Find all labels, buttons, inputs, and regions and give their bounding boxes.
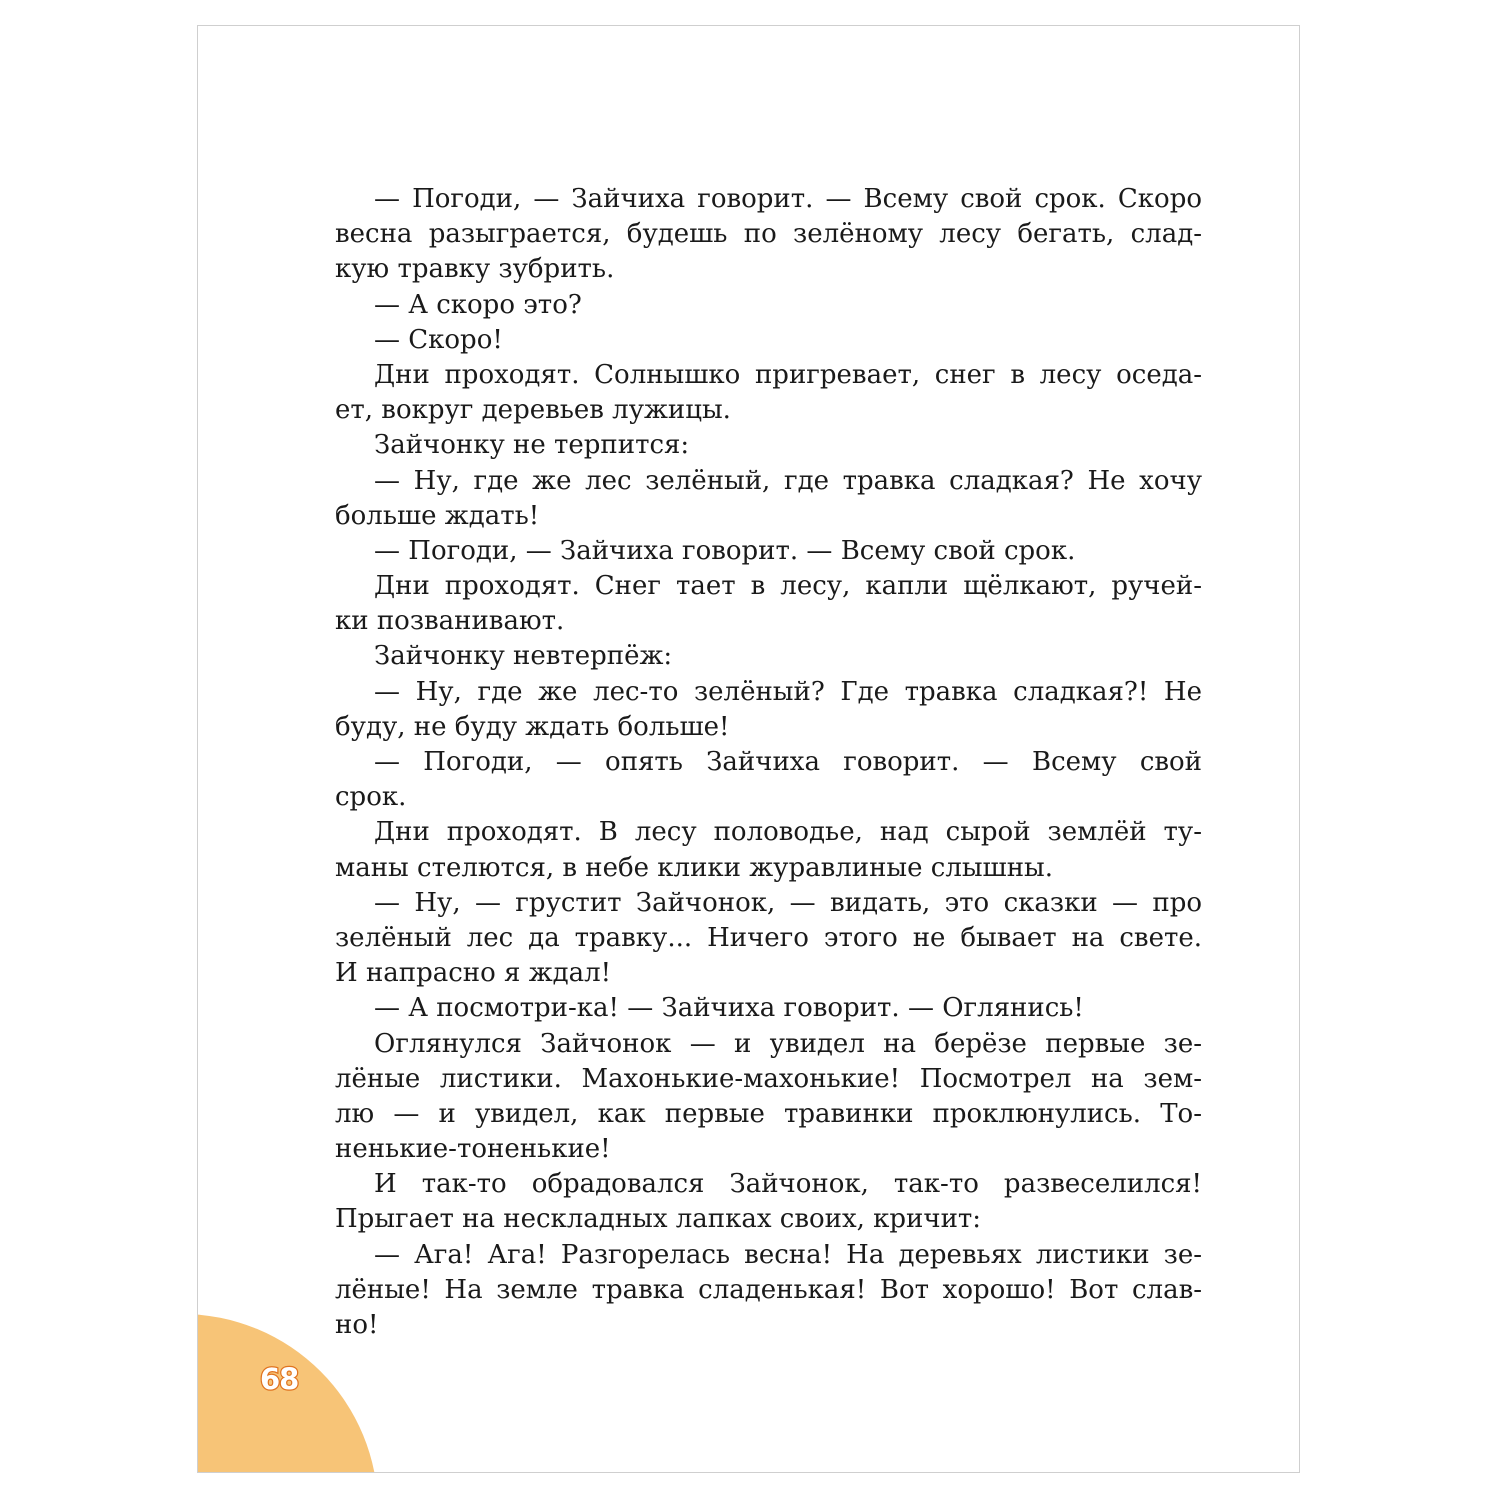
text-line: лёные! На земле травка сладенькая! Вот хорошо! Вот слав- [335, 1274, 1202, 1305]
text-line: лёные листики. Махонькие-махонькие! Посмотрел на зем- [335, 1063, 1202, 1094]
text-line: ет, вокруг деревьев лужицы. [335, 395, 731, 426]
text-line: ки позванивают. [335, 606, 565, 637]
text-line: Дни проходят. Солнышко пригревает, снег в лесу оседа- [374, 359, 1202, 390]
text-line: зелёный лес да травку... Ничего этого не бывает на свете. [335, 922, 1202, 953]
text-line: больше ждать! [335, 500, 540, 531]
text-line: — Погоди, — Зайчиха говорит. — Всему свой срок. [374, 535, 1076, 566]
text-line: Оглянулся Зайчонок — и увидел на берёзе первые зе- [374, 1028, 1202, 1059]
text-line: кую травку зубрить. [335, 254, 615, 285]
text-line: Зайчонку невтерпёж: [374, 641, 673, 672]
text-line: — Погоди, — опять Зайчиха говорит. — Всему свой [374, 747, 1202, 777]
text-line: буду, не буду ждать больше! [335, 711, 730, 742]
text-line: срок. [335, 782, 407, 813]
text-line: И напрасно я ждал! [335, 958, 612, 989]
text-line: Зайчонку не терпится: [374, 430, 690, 461]
text-line: маны стелются, в небе клики журавлиные слышны. [335, 852, 1053, 883]
text-line: Прыгает на нескладных лапках своих, кричит: [335, 1204, 982, 1235]
text-line: лю — и увидел, как первые травинки проклюнулись. То- [335, 1098, 1202, 1129]
text-line: И так-то обрадовался Зайчонок, так-то развеселился! [374, 1169, 1202, 1200]
text-line: — Скоро! [374, 324, 503, 355]
page-number: 68 [260, 1362, 299, 1396]
text-line: Дни проходят. Снег тает в лесу, капли щёлкают, ручей- [374, 571, 1202, 602]
text-line: — Ну, где же лес-то зелёный? Где травка сладкая?! Не [374, 676, 1202, 707]
book-page [197, 25, 1300, 1473]
text-line: — Ну, где же лес зелёный, где травка сладкая? Не хочу [374, 465, 1202, 496]
text-line: — Ну, — грустит Зайчонок, — видать, это сказки — про [374, 887, 1202, 918]
text-line: Дни проходят. В лесу половодье, над сырой землёй ту- [374, 817, 1202, 848]
text-line: — А скоро это? [374, 289, 582, 320]
text-line: ненькие-тоненькие! [335, 1134, 611, 1165]
text-line: — Погоди, — Зайчиха говорит. — Всему свой срок. Скоро [374, 184, 1202, 214]
story-text [335, 182, 1202, 1343]
text-line: но! [335, 1310, 379, 1340]
text-line: — Ага! Ага! Разгорелась весна! На деревьях листики зе- [374, 1239, 1202, 1270]
text-line: — А посмотри-ка! — Зайчиха говорит. — Оглянись! [374, 993, 1084, 1024]
text-line: весна разыграется, будешь по зелёному лесу бегать, слад- [335, 219, 1202, 250]
